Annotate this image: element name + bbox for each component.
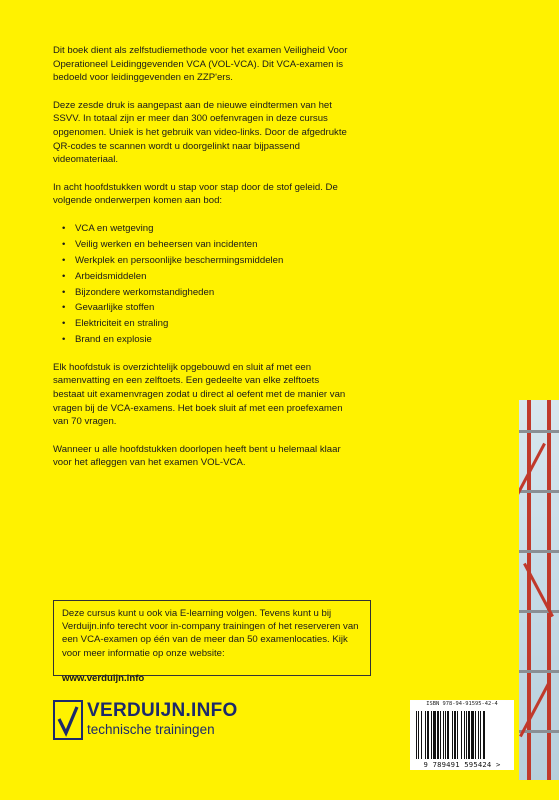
- topic-item: • Veilig werken en beheersen van incidenten: [75, 238, 353, 252]
- barcode-bars: [416, 711, 508, 759]
- checkmark-icon: [57, 705, 79, 737]
- checkmark-logo-icon: [53, 700, 83, 740]
- topic-list: [53, 222, 353, 347]
- scaffold-bar: [519, 610, 559, 613]
- scaffold-bar: [519, 490, 559, 493]
- intro-paragraph-2: Deze zesde druk is aangepast aan de nieuwe eindtermen van het SSVV. In totaal zijn er meer dan 300 oefenvragen in deze cursus opgenomen. Uniek is het gebruik van video-links. Door de afgedrukte QR-codes te scannen wordt u doorgelinkt naar bijpassend videomateriaal.: [53, 99, 347, 166]
- website-link[interactable]: www.verduijn.info: [62, 672, 145, 684]
- topic-item: • Werkplek en persoonlijke beschermingsmiddelen: [75, 254, 353, 268]
- topic-item: • VCA en wetgeving: [75, 222, 353, 236]
- isbn-label: ISBN 978-94-91595-42-4: [426, 701, 498, 707]
- outro-paragraph-1: Elk hoofdstuk is overzichtelijk opgebouwd en sluit af met een samenvatting en een zelftoets. Een gedeelte van elke zelftoets bestaat uit examenvragen zodat u direct al oefent met de manier van vragen bij de VCA-examens. Het boek sluit af met een proefexamen van 70 vragen.: [53, 361, 346, 428]
- scaffold-bar: [519, 430, 559, 433]
- intro-paragraph-3: In acht hoofdstukken wordt u stap voor stap door de stof geleid. De volgende onderwerpen komen aan bod:: [53, 181, 338, 207]
- scaffold-pole: [547, 400, 551, 780]
- logo-brand: VERDUIJN.INFO: [87, 700, 238, 721]
- description-text: [53, 44, 353, 484]
- topic-item: • Brand en explosie: [75, 333, 353, 347]
- info-text: Deze cursus kunt u ook via E-learning volgen. Tevens kunt u bij Verduijn.info terecht voor in-company trainingen of het reserveren van een VCA-examen op één van de meer dan 50 examenlocaties. Kijk voor meer informatie op onze website:: [62, 608, 359, 659]
- verduijn-logo: [53, 700, 238, 742]
- scaffold-bar: [519, 670, 559, 673]
- scaffold-bar: [519, 550, 559, 553]
- topic-item: • Gevaarlijke stoffen: [75, 301, 353, 315]
- topic-item: • Elektriciteit en straling: [75, 317, 353, 331]
- isbn-barcode: [410, 700, 514, 770]
- topic-item: • Arbeidsmiddelen: [75, 270, 353, 284]
- intro-paragraph-1: Dit boek dient als zelfstudiemethode voor het examen Veiligheid Voor Operationeel Leidinggevenden VCA (VOL-VCA). Dit VCA-examen is bedoeld voor leidinggevenden en ZZP'ers.: [53, 45, 348, 84]
- outro-paragraph-2: Wanneer u alle hoofdstukken doorlopen heeft bent u helemaal klaar voor het afleggen van het examen VOL-VCA.: [53, 443, 341, 469]
- barcode-digits: 9 789491 595424 >: [423, 760, 501, 769]
- logo-tagline: technische trainingen: [87, 722, 215, 737]
- elearning-info-box: [53, 600, 371, 684]
- scaffolding-photo: [519, 400, 559, 780]
- topic-item: • Bijzondere werkomstandigheden: [75, 286, 353, 300]
